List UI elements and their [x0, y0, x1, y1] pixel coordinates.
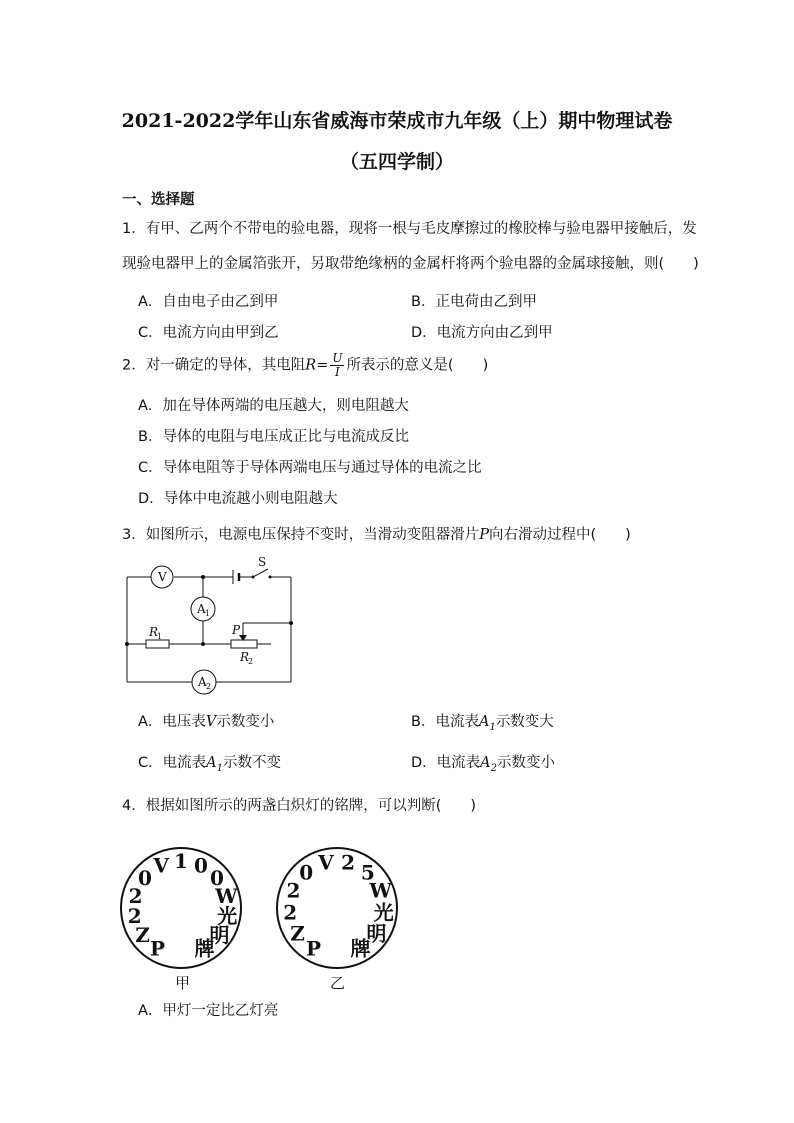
r2-label: R	[240, 650, 250, 664]
q3-option-a	[138, 710, 274, 731]
nameplate-glyph: P	[149, 936, 166, 961]
q3-d-pre: D．电流表	[411, 755, 481, 771]
q3-stem-post: 向右滑动过程中( )	[489, 527, 631, 543]
q1-stem-line2: 现验电器甲上的金属箔张开，另取带绝缘柄的金属杆将两个验电器的金属球接触，则( )	[122, 256, 699, 272]
nameplate-glyph: 1	[174, 849, 188, 873]
q2-stem-pre: 2．对一确定的导体，其电阻	[122, 357, 306, 374]
nameplate-glyph: 明	[209, 923, 230, 947]
q3-a-symbol: V	[205, 714, 217, 730]
q4-option-a: A．甲灯一定比乙灯亮	[138, 1003, 279, 1019]
nameplate-glyph: 0	[210, 865, 224, 890]
q1-option-b: B．正电荷由乙到甲	[411, 294, 537, 310]
switch-label: S	[258, 555, 267, 569]
exam-title: 2021-2022学年山东省威海市荣成市九年级（上）期中物理试卷	[121, 110, 673, 132]
nameplate-glyph: 0	[193, 853, 208, 878]
nameplate-glyph: V	[153, 853, 169, 878]
nameplate-glyph: Z	[290, 921, 305, 946]
q2-stem-post: 所表示的意义是( )	[346, 357, 489, 374]
q3-circuit-diagram	[118, 555, 308, 695]
q3-option-b	[411, 710, 554, 733]
q2-stem	[122, 352, 488, 379]
nameplate-glyph: 2	[127, 904, 142, 929]
r1-label: R	[149, 625, 159, 639]
q3-d-post: 示数变小	[497, 755, 556, 771]
nameplate-glyph: 0	[299, 860, 314, 885]
q1-option-c: C．电流方向由甲到乙	[138, 325, 279, 341]
q2-option-c: C．导体电阻等于导体两端电压与通过导体的电流之比	[138, 460, 482, 476]
q3-c-sub: 1	[216, 762, 223, 774]
q2-option-d: D．导体中电流越小则电阻越大	[138, 491, 338, 507]
r1-sub: 1	[157, 632, 163, 641]
nameplate-glyph: V	[318, 850, 334, 875]
q2-symbol-r: R	[305, 357, 317, 374]
lamp2-nameplate-text	[283, 850, 394, 960]
q3-a-post: 示数变小	[216, 714, 275, 730]
nameplate-glyph: 牌	[194, 936, 215, 961]
nameplate-glyph: 牌	[350, 936, 371, 961]
lamp1-label: 甲	[175, 974, 191, 992]
q2-option-a: A．加在导体两端的电压越大，则电阻越大	[138, 398, 409, 414]
q3-c-post: 示数不变	[222, 755, 281, 771]
q1-option-d: D．电流方向由乙到甲	[411, 325, 553, 341]
ammeter-a1-sub: 1	[205, 609, 211, 618]
nameplate-glyph: 2	[128, 883, 143, 908]
nameplate-glyph: 明	[366, 921, 387, 946]
r2-sub: 2	[248, 657, 254, 666]
q3-a-pre: A．电压表	[138, 714, 206, 730]
q3-d-sub: 2	[490, 762, 498, 774]
q3-stem	[122, 523, 631, 544]
nameplate-glyph: 光	[373, 900, 394, 925]
q3-b-symbol: A	[478, 714, 490, 730]
q3-b-sub: 1	[489, 721, 496, 733]
q2-equals: =	[316, 357, 329, 374]
nameplate-glyph: 2	[341, 850, 356, 875]
q3-d-symbol: A	[480, 755, 491, 771]
nameplate-glyph: 5	[360, 860, 375, 885]
q2-fraction-denominator: I	[335, 365, 340, 379]
q3-option-c	[138, 751, 281, 774]
ammeter-a2-sub: 2	[206, 682, 212, 691]
q3-option-d	[411, 751, 555, 774]
q3-c-symbol: A	[206, 755, 217, 771]
nameplate-glyph: 0	[138, 865, 152, 890]
q3-symbol-p: P	[479, 527, 489, 543]
q3-b-post: 示数变大	[495, 714, 554, 730]
q4-lamp-nameplates	[118, 820, 418, 995]
q4-stem: 4．根据如图所示的两盏白炽灯的铭牌，可以判断( )	[122, 798, 477, 814]
slider-label: P	[232, 623, 241, 637]
q2-option-b: B．导体的电阻与电压成正比与电流成反比	[138, 429, 409, 445]
nameplate-glyph: W	[369, 878, 392, 903]
nameplate-glyph: 2	[283, 900, 298, 925]
nameplate-glyph: W	[215, 883, 238, 908]
exam-subtitle: （五四学制）	[339, 151, 454, 173]
q1-option-a: A．自由电子由乙到甲	[138, 294, 279, 310]
nameplate-glyph: 2	[286, 878, 301, 903]
q1-stem-line1: 1．有甲、乙两个不带电的验电器，现将一根与毛皮摩擦过的橡胶棒与验电器甲接触后，发	[122, 221, 697, 237]
q3-c-pre: C．电流表	[138, 755, 207, 771]
section-heading: 一、选择题	[122, 192, 195, 208]
ammeter-a1-label: A	[197, 602, 206, 616]
nameplate-glyph: P	[305, 936, 322, 961]
lamp2-label: 乙	[330, 974, 346, 992]
lamp1-nameplate-text	[128, 849, 238, 961]
voltmeter-label: V	[158, 570, 167, 584]
q2-fraction	[330, 352, 344, 379]
q3-b-pre: B．电流表	[411, 714, 479, 730]
nameplate-glyph: 光	[217, 904, 238, 929]
q3-stem-pre: 3．如图所示，电源电压保持不变时，当滑动变阻器滑片	[122, 527, 480, 543]
ammeter-a2-label: A	[198, 675, 207, 689]
nameplate-glyph: Z	[135, 923, 150, 947]
q2-fraction-numerator: U	[332, 351, 343, 365]
